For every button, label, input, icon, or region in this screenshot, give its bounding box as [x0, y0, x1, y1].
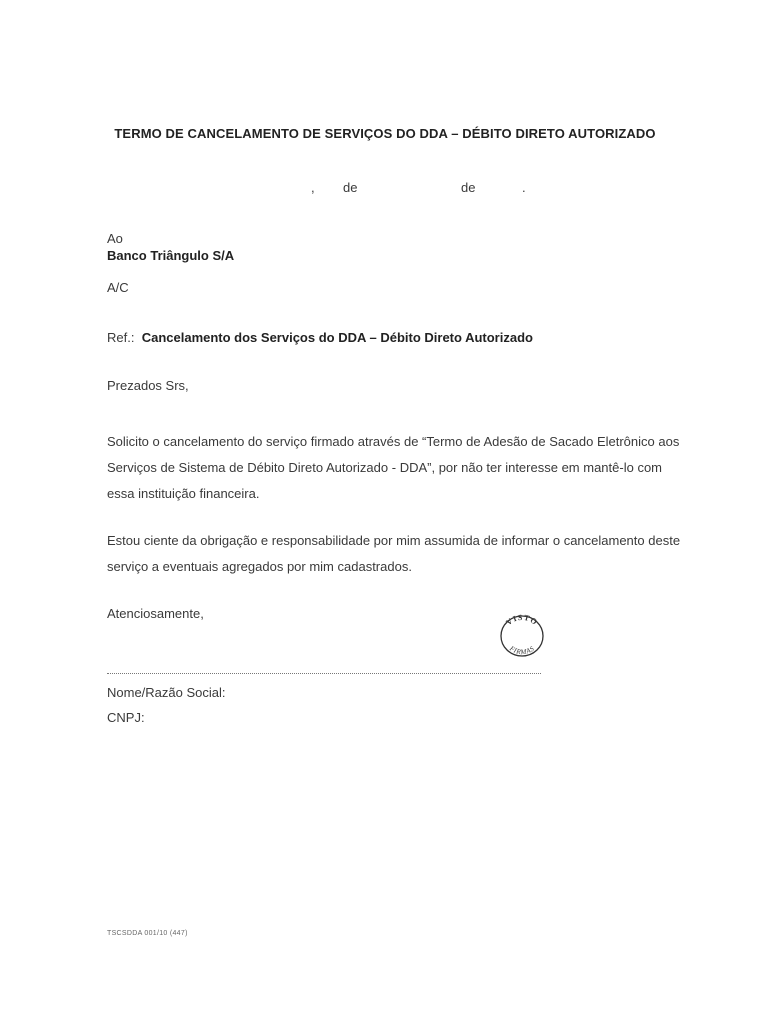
paragraph-1-line: Serviços de Sistema de Débito Direto Autorizado - DDA”, por não ter interesse em mantê-lo com	[107, 460, 662, 475]
signature-line	[107, 673, 541, 674]
recipient-attention: A/C	[107, 280, 129, 295]
recipient-prefix: Ao	[107, 231, 123, 246]
paragraph-2-line: Estou ciente da obrigação e responsabilidade por mim assumida de informar o cancelamento deste	[107, 533, 681, 548]
body-paragraph-2	[107, 528, 681, 580]
body-paragraph-1	[107, 429, 680, 507]
stamp-top-text: VISTO	[504, 612, 540, 628]
visto-firmas-stamp	[494, 612, 550, 660]
reference-line	[107, 330, 533, 345]
name-field-label: Nome/Razão Social:	[107, 685, 226, 700]
recipient-bank: Banco Triângulo S/A	[107, 248, 235, 263]
cnpj-field-label: CNPJ:	[107, 710, 145, 725]
date-comma: ,	[311, 180, 315, 195]
date-de-month: de	[461, 180, 476, 195]
paragraph-1-line: Solicito o cancelamento do serviço firmado através de “Termo de Adesão de Sacado Eletrônico aos	[107, 434, 680, 449]
date-de-day: de	[343, 180, 358, 195]
reference-label: Ref.:	[107, 330, 135, 345]
paragraph-2-line: serviço a eventuais agregados por mim cadastrados.	[107, 559, 412, 574]
paragraph-1-line: essa instituição financeira.	[107, 486, 260, 501]
svg-text:VISTO	[504, 613, 539, 627]
footer-form-code: TSCSDDA 001/10 (447)	[107, 930, 188, 937]
greeting: Prezados Srs,	[107, 378, 189, 393]
document-title: TERMO DE CANCELAMENTO DE SERVIÇOS DO DDA – DÉBITO DIRETO AUTORIZADO	[114, 126, 656, 141]
date-period: .	[522, 180, 526, 195]
closing: Atenciosamente,	[107, 606, 204, 621]
stamp-bottom-text: FIRMAS	[508, 644, 536, 657]
reference-subject: Cancelamento dos Serviços do DDA – Débito Direto Autorizado	[141, 330, 533, 345]
